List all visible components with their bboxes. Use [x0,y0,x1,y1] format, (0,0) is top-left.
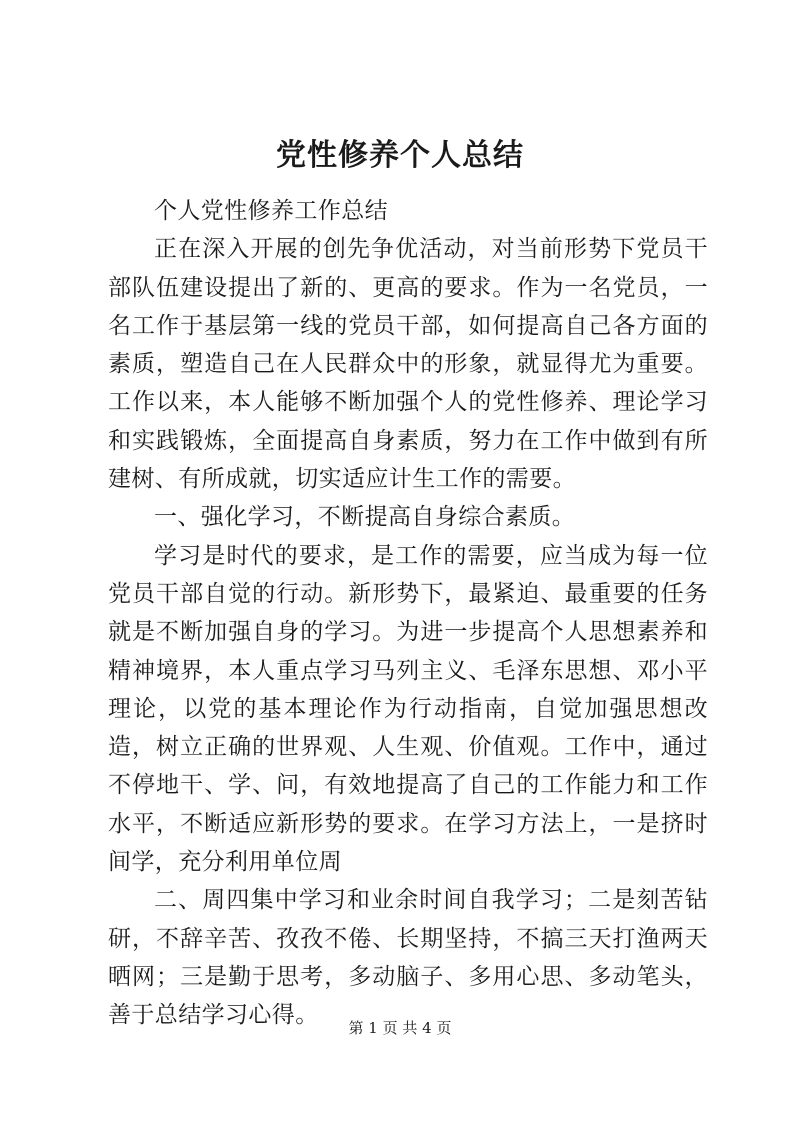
subtitle-paragraph: 个人党性修养工作总结 [154,198,388,224]
page-title: 党性修养个人总结 [276,138,524,173]
study-methods-paragraph: 二、周四集中学习和业余时间自我学习；二是刻苦钻研，不辞辛苦、孜孜不倦、长期坚持，不搞三天打渔两天晒网；三是勤于思考，多动脑子、多用心思、多动笔头，善于总结学习心得。 [108,887,708,1029]
study-paragraph: 学习是时代的要求，是工作的需要，应当成为每一位党员干部自觉的行动。新形势下，最紧迫、最重要的任务就是不断加强自身的学习。为进一步提高个人思想素养和精神境界，本人重点学习马列主义、毛泽东思想、邓小平理论，以党的基本理论作为行动指南，自觉加强思想改造，树立正确的世界观、人生观、价值观。工作中，通过不停地干、学、问，有效地提高了自己的工作能力和工作水平，不断适应新形势的要求。在学习方法上，一是挤时间学，充分利用单位周 [108,542,708,876]
intro-paragraph: 正在深入开展的创先争优活动，对当前形势下党员干部队伍建设提出了新的、更高的要求。作为一名党员，一名工作于基层第一线的党员干部，如何提高自己各方面的素质，塑造自己在人民群众中的形象，就显得尤为重要。工作以来，本人能够不断加强个人的党性修养、理论学习和实践锻炼，全面提高自身素质，努力在工作中做到有所建树、有所成就，切实适应计生工作的需要。 [108,236,708,493]
document-body [108,192,708,1035]
page-number-footer: 第 1 页 共 4 页 [348,1019,452,1037]
section-heading-1: 一、强化学习，不断提高自身综合素质。 [154,504,576,531]
